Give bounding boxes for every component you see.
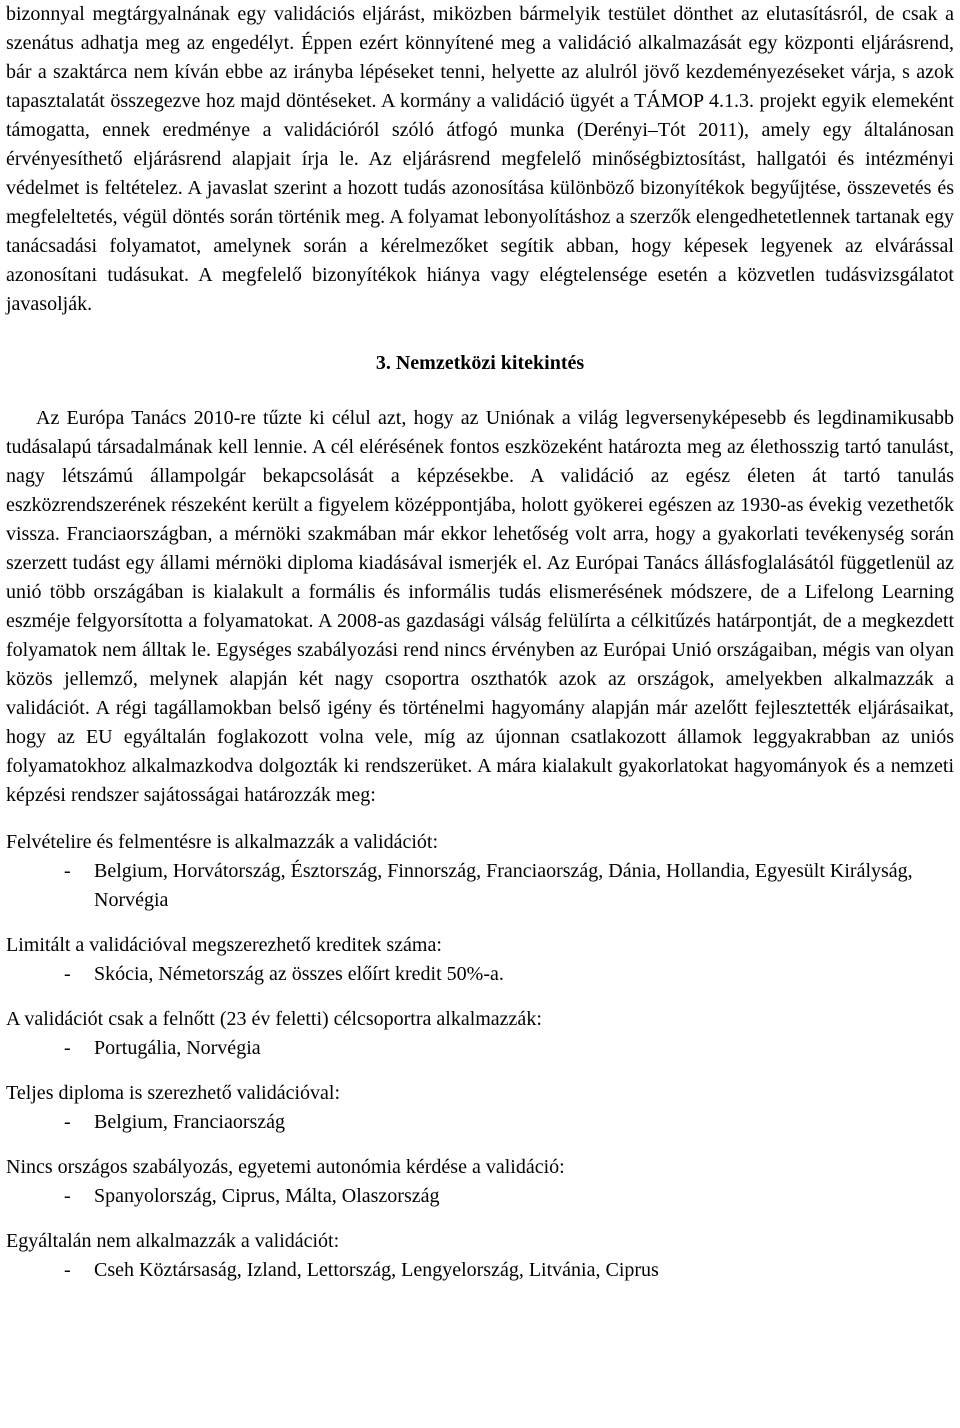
dash-marker: - bbox=[64, 1111, 71, 1133]
group-no-national-regulation bbox=[6, 1153, 954, 1211]
group-title: Limitált a validációval megszerezhető kreditek száma: bbox=[6, 934, 442, 956]
list-item bbox=[6, 1034, 954, 1063]
dash-marker: - bbox=[64, 1185, 71, 1207]
group-not-applied bbox=[6, 1227, 954, 1285]
list-item-text: Spanyolország, Ciprus, Málta, Olaszország bbox=[94, 1185, 440, 1207]
group-title: Egyáltalán nem alkalmazzák a validációt: bbox=[6, 1230, 340, 1252]
list-item-text: Belgium, Franciaország bbox=[94, 1111, 286, 1133]
group-title: Felvételire és felmentésre is alkalmazzák a validációt: bbox=[6, 831, 439, 853]
list-item-text: Portugália, Norvégia bbox=[94, 1037, 261, 1059]
list-item-text: Skócia, Németország az összes előírt kredit 50%-a. bbox=[94, 963, 504, 985]
dash-marker: - bbox=[64, 1259, 71, 1281]
dash-marker: - bbox=[64, 963, 71, 985]
list-item bbox=[6, 857, 954, 915]
list-item bbox=[6, 1256, 954, 1285]
list-item-text: Cseh Köztársaság, Izland, Lettország, Lengyelország, Litvánia, Ciprus bbox=[94, 1259, 659, 1281]
list-item-text: Belgium, Horvátország, Észtország, Finnország, Franciaország, Dánia, Hollandia, Egyesült Királyság, Norvégia bbox=[94, 860, 913, 911]
group-title: Nincs országos szabályozás, egyetemi autonómia kérdése a validáció: bbox=[6, 1156, 565, 1178]
group-limited-credits bbox=[6, 931, 954, 989]
list-item bbox=[6, 1108, 954, 1137]
list-item bbox=[6, 960, 954, 989]
group-adult-only bbox=[6, 1005, 954, 1063]
dash-marker: - bbox=[64, 1037, 71, 1059]
list-item bbox=[6, 1182, 954, 1211]
intro-paragraph: bizonnyal megtárgyalnának egy validációs eljárást, miközben bármelyik testület dönthet az elutasításról, de csak a szenátus adhatja meg az engedélyt. Éppen ezért könnyítené meg a validáció alkalmazását egy központi eljárásrend, bár a szaktárca nem kíván ebbe az irányba lépéseket tenni, helyette az alulról jövő kezdeményezéseket várja, s azok tapasztalatát összegezve hoz majd döntéseket. A kormány a validáció ügyét a TÁMOP 4.1.3. projekt egyik elemeként támogatta, ennek eredménye a validációról szóló átfogó munka (Derényi–Tót 2011), amely egy általánosan érvényesíthető eljárásrend alapjait írja le. Az eljárásrend megfelelő minőségbiztosítást, hallgatói és intézményi védelmet is feltételez. A javaslat szerint a hozott tudás azonosítása különböző bizonyítékok begyűjtése, összevetés és megfeleltetés, végül döntés során történik meg. A folyamat lebonyolításhoz a szerzők elengedhetetlennek tartanak egy tanácsadási folyamatot, amelynek során a kérelmezőket segítik abban, hogy képesek legyenek az elvárással azonosítani tudásukat. A megfelelő bizonyítékok hiánya vagy elégtelensége esetén a közvetlen tudásvizsgálatot javasolják. bbox=[6, 3, 954, 315]
section-paragraph: Az Európa Tanács 2010-re tűzte ki célul azt, hogy az Uniónak a világ legversenyképesebb és legdinamikusabb tudásalapú társadalmának kell lennie. A cél elérésének fontos eszközeként határozta meg az élethosszig tartó tanulást, nagy létszámú állampolgár bekapcsolását a képzésekbe. A validáció az egész életen át tartó tanulás eszközrendszerének részeként került a figyelem középpontjába, holott gyökerei egészen az 1930-as évekig vezethetők vissza. Franciaországban, a mérnöki szakmában már ekkor lehetőség volt arra, hogy a gyakorlati tevékenység során szerzett tudást egy állami mérnöki diploma kiadásával ismerjék el. Az Európai Tanács állásfoglalásától függetlenül az unió több országában is kialakult a formális és informális tudás elismerésének módszere, de a Lifelong Learning eszméje felgyorsította a folyamatokat. A 2008-as gazdasági válság felülírta a célkitűzés határpontját, de a megkezdett folyamatok nem álltak le. Egységes szabályozási rend nincs érvényben az Európai Unió országaiban, mégis van olyan közös jellemző, melynek alapján két nagy csoportra oszthatók azok az országok, amelyekben alkalmazzák a validációt. A régi tagállamokban belső igény és történelmi hagyomány alapján már azelőtt fejlesztették eljárásaikat, hogy az EU egyáltalán foglakozott volna vele, míg az újonnan csatlakozott államok leggyakrabban az uniós folyamatokhoz alkalmazkodva dolgozták ki rendszerüket. A mára kialakult gyakorlatokat hagyományok és a nemzeti képzési rendszer sajátosságai határozzák meg: bbox=[6, 407, 954, 806]
group-title: Teljes diploma is szerezhető validációval: bbox=[6, 1082, 341, 1104]
section-heading: 3. Nemzetközi kitekintés bbox=[375, 352, 585, 374]
dash-marker: - bbox=[64, 860, 71, 882]
group-admission-exemption bbox=[6, 828, 954, 915]
group-full-diploma bbox=[6, 1079, 954, 1137]
group-title: A validációt csak a felnőtt (23 év feletti) célcsoportra alkalmazzák: bbox=[6, 1008, 542, 1030]
